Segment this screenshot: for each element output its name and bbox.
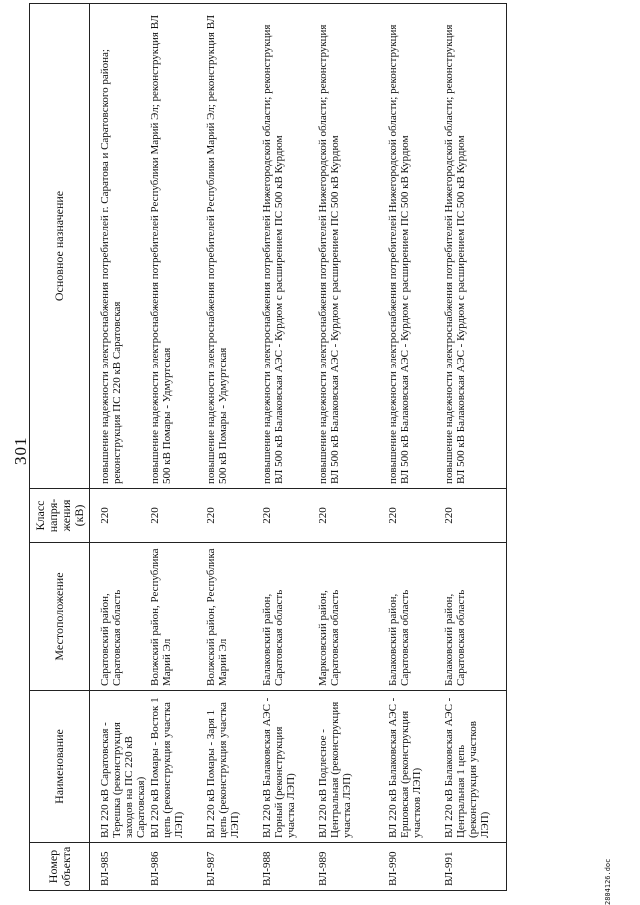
cell-voltage: 220 [316,489,386,543]
cell-number: ВЛ-986 [148,843,204,891]
table-row [386,4,442,891]
table-header-row [30,4,90,891]
cell-number: ВЛ-991 [442,843,507,891]
table-row [442,4,507,891]
page-number: 301 [11,436,30,465]
cell-name: ВЛ 220 кВ Помары - Восток 1 цепь (реконструкция участка ЛЭП) [148,691,204,843]
cell-name: ВЛ 220 кВ Подлесное - Центральная (реконструкция участка ЛЭП) [316,691,386,843]
cell-voltage: 220 [90,489,149,543]
table-row [316,4,386,891]
document-id: 2804126.doc [604,858,612,905]
cell-location: Марксовский район, Саратовская область [316,543,386,691]
cell-location: Саратовский район, Саратовская область [90,543,149,691]
cell-purpose: повышение надежности электроснабжения потребителей Нижегородской области; реконструкция ВЛ 500 кВ Балаковская АЭС - Курдюм с расширением ПС 500 кВ Курдюм [316,4,386,489]
cell-name: ВЛ 220 кВ Балаковская АЭС - Центральная 1 цепь (реконструкция участков ЛЭП) [442,691,507,843]
cell-name: ВЛ 220 кВ Помары - Заря 1 цепь (реконструкция участка ЛЭП) [204,691,260,843]
cell-name: ВЛ 220 кВ Балаковская АЭС - Горный (реконструкция участка ЛЭП) [260,691,316,843]
header-purpose: Основное назначение [30,4,90,489]
cell-number: ВЛ-988 [260,843,316,891]
table-row [260,4,316,891]
header-name: Наименование [30,691,90,843]
objects-table [29,3,507,891]
cell-purpose: повышение надежности электроснабжения потребителей Нижегородской области; реконструкция ВЛ 500 кВ Балаковская АЭС - Курдюм с расширением ПС 500 кВ Курдюм [442,4,507,489]
cell-location: Балаковский район, Саратовская область [442,543,507,691]
cell-number: ВЛ-989 [316,843,386,891]
cell-voltage: 220 [386,489,442,543]
cell-number: ВЛ-990 [386,843,442,891]
cell-number: ВЛ-985 [90,843,149,891]
header-voltage: Класс напря-жения (кВ) [30,489,90,543]
cell-purpose: повышение надежности электроснабжения потребителей Нижегородской области; реконструкция ВЛ 500 кВ Балаковская АЭС - Курдюм с расширением ПС 500 кВ Курдюм [386,4,442,489]
cell-name: ВЛ 220 кВ Саратовская - Терешка (реконструкция заходов на ПС 220 кВ Саратовская) [90,691,149,843]
cell-purpose: повышение надежности электроснабжения потребителей Нижегородской области; реконструкция ВЛ 500 кВ Балаковская АЭС - Курдюм с расширением ПС 500 кВ Курдюм [260,4,316,489]
cell-voltage: 220 [204,489,260,543]
header-location: Местоположение [30,543,90,691]
cell-number: ВЛ-987 [204,843,260,891]
cell-voltage: 220 [442,489,507,543]
cell-voltage: 220 [260,489,316,543]
cell-purpose: повышение надежности электроснабжения потребителей Республики Марий Эл; реконструкция ВЛ 500 кВ Помары - Удмуртская [148,4,204,489]
cell-location: Волжский район, Республика Марий Эл [148,543,204,691]
cell-location: Волжский район, Республика Марий Эл [204,543,260,691]
cell-location: Балаковский район, Саратовская область [260,543,316,691]
cell-purpose: повышение надежности электроснабжения потребителей г. Саратова и Саратовского района; реконструкция ПС 220 кВ Саратовская [90,4,149,489]
table-row [148,4,204,891]
cell-name: ВЛ 220 кВ Балаковская АЭС - Ершовская (реконструкция участков ЛЭП) [386,691,442,843]
cell-purpose: повышение надежности электроснабжения потребителей Республики Марий Эл; реконструкция ВЛ 500 кВ Помары - Удмуртская [204,4,260,489]
table-row [90,4,149,891]
cell-location: Балаковский район, Саратовская область [386,543,442,691]
cell-voltage: 220 [148,489,204,543]
header-number: Номер объекта [30,843,90,891]
table-row [204,4,260,891]
